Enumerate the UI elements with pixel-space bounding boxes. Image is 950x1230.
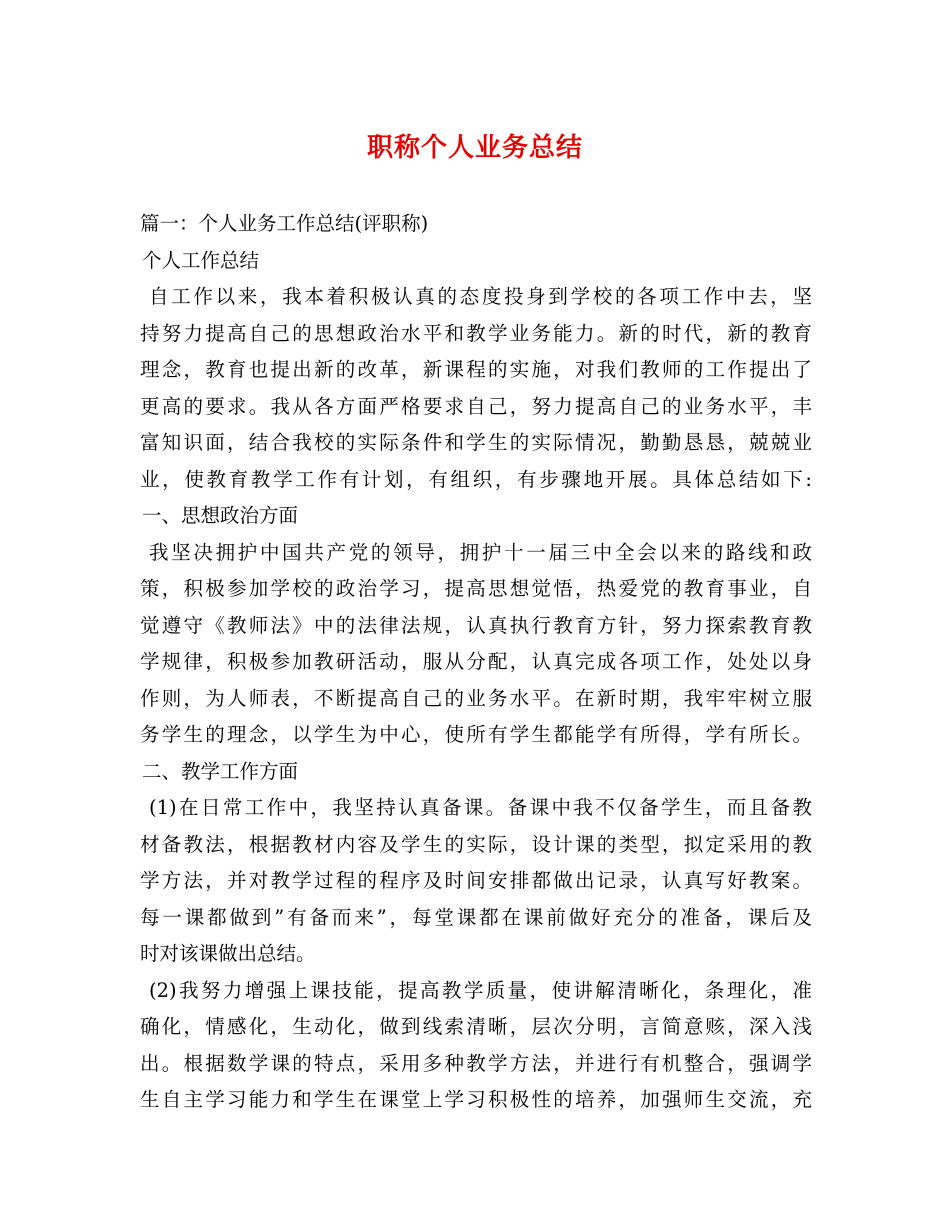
- subsection-heading: 二、教学工作方面: [142, 759, 299, 783]
- paragraph-line: 确化，情感化，生动化，做到线索清晰，层次分明，言简意赅，深入浅: [140, 1015, 812, 1038]
- paragraph-line: 务学生的理念，以学生为中心，使所有学生都能学有所得，学有所长。: [140, 723, 812, 746]
- paragraph-line: 学规律，积极参加教研活动，服从分配，认真完成各项工作，处处以身: [140, 650, 812, 673]
- paragraph-line: 材备教法，根据教材内容及学生的实际，设计课的类型，拟定采用的教: [140, 832, 812, 856]
- paragraph-line: 作则，为人师表，不断提高自己的业务水平。在新时期，我牢牢树立服: [140, 686, 812, 710]
- paragraph-line: 时对该课做出总结。: [140, 942, 316, 965]
- paragraph-line: (2)我努力增强上课技能，提高教学质量，使讲解清晰化，条理化，准: [149, 978, 812, 1002]
- paragraph-line: 学方法，并对教学过程的程序及时间安排都做出记录，认真写好教案。: [140, 869, 812, 892]
- paragraph-line: 自工作以来，我本着积极认真的态度投身到学校的各项工作中去，坚: [149, 285, 812, 308]
- document-title: 职称个人业务总结: [366, 133, 583, 163]
- paragraph-line: 每一课都做到”有备而来”，每堂课都在课前做好充分的准备，课后及: [140, 905, 812, 929]
- subsection-heading: 一、思想政治方面: [142, 504, 299, 527]
- paragraph-line: (1)在日常工作中，我坚持认真备课。备课中我不仅备学生，而且备教: [149, 796, 812, 819]
- paragraph-line: 业，使教育教学工作有计划，有组织，有步骤地开展。具体总结如下:: [140, 467, 812, 491]
- paragraph-line: 持努力提高自己的思想政治水平和教学业务能力。新的时代，新的教育: [140, 321, 812, 345]
- paragraph-line: 理念，教育也提出新的改革，新课程的实施，对我们教师的工作提出了: [140, 358, 812, 381]
- section-heading: 篇一：个人业务工作总结(评职称): [140, 212, 429, 235]
- paragraph-line: 富知识面，结合我校的实际条件和学生的实际情况，勤勤恳恳，兢兢业: [140, 431, 812, 454]
- document-body: [140, 206, 812, 1119]
- paragraph-line: 我坚决拥护中国共产党的领导，拥护十一届三中全会以来的路线和政: [149, 540, 812, 564]
- paragraph-line: 生自主学习能力和学生在课堂上学习积极性的培养，加强师生交流，充: [140, 1088, 812, 1111]
- paragraph-line: 出。根据数学课的特点，采用多种教学方法，并进行有机整合，强调学: [140, 1051, 812, 1075]
- paragraph-line: 策，积极参加学校的政治学习，提高思想觉悟，热爱党的教育事业，自: [140, 577, 812, 600]
- paragraph-line: 更高的要求。我从各方面严格要求自己，努力提高自己的业务水平，丰: [140, 394, 812, 418]
- paragraph-line: 觉遵守《教师法》中的法律法规，认真执行教育方针，努力探索教育教: [140, 613, 812, 637]
- subsection-heading: 个人工作总结: [142, 248, 260, 272]
